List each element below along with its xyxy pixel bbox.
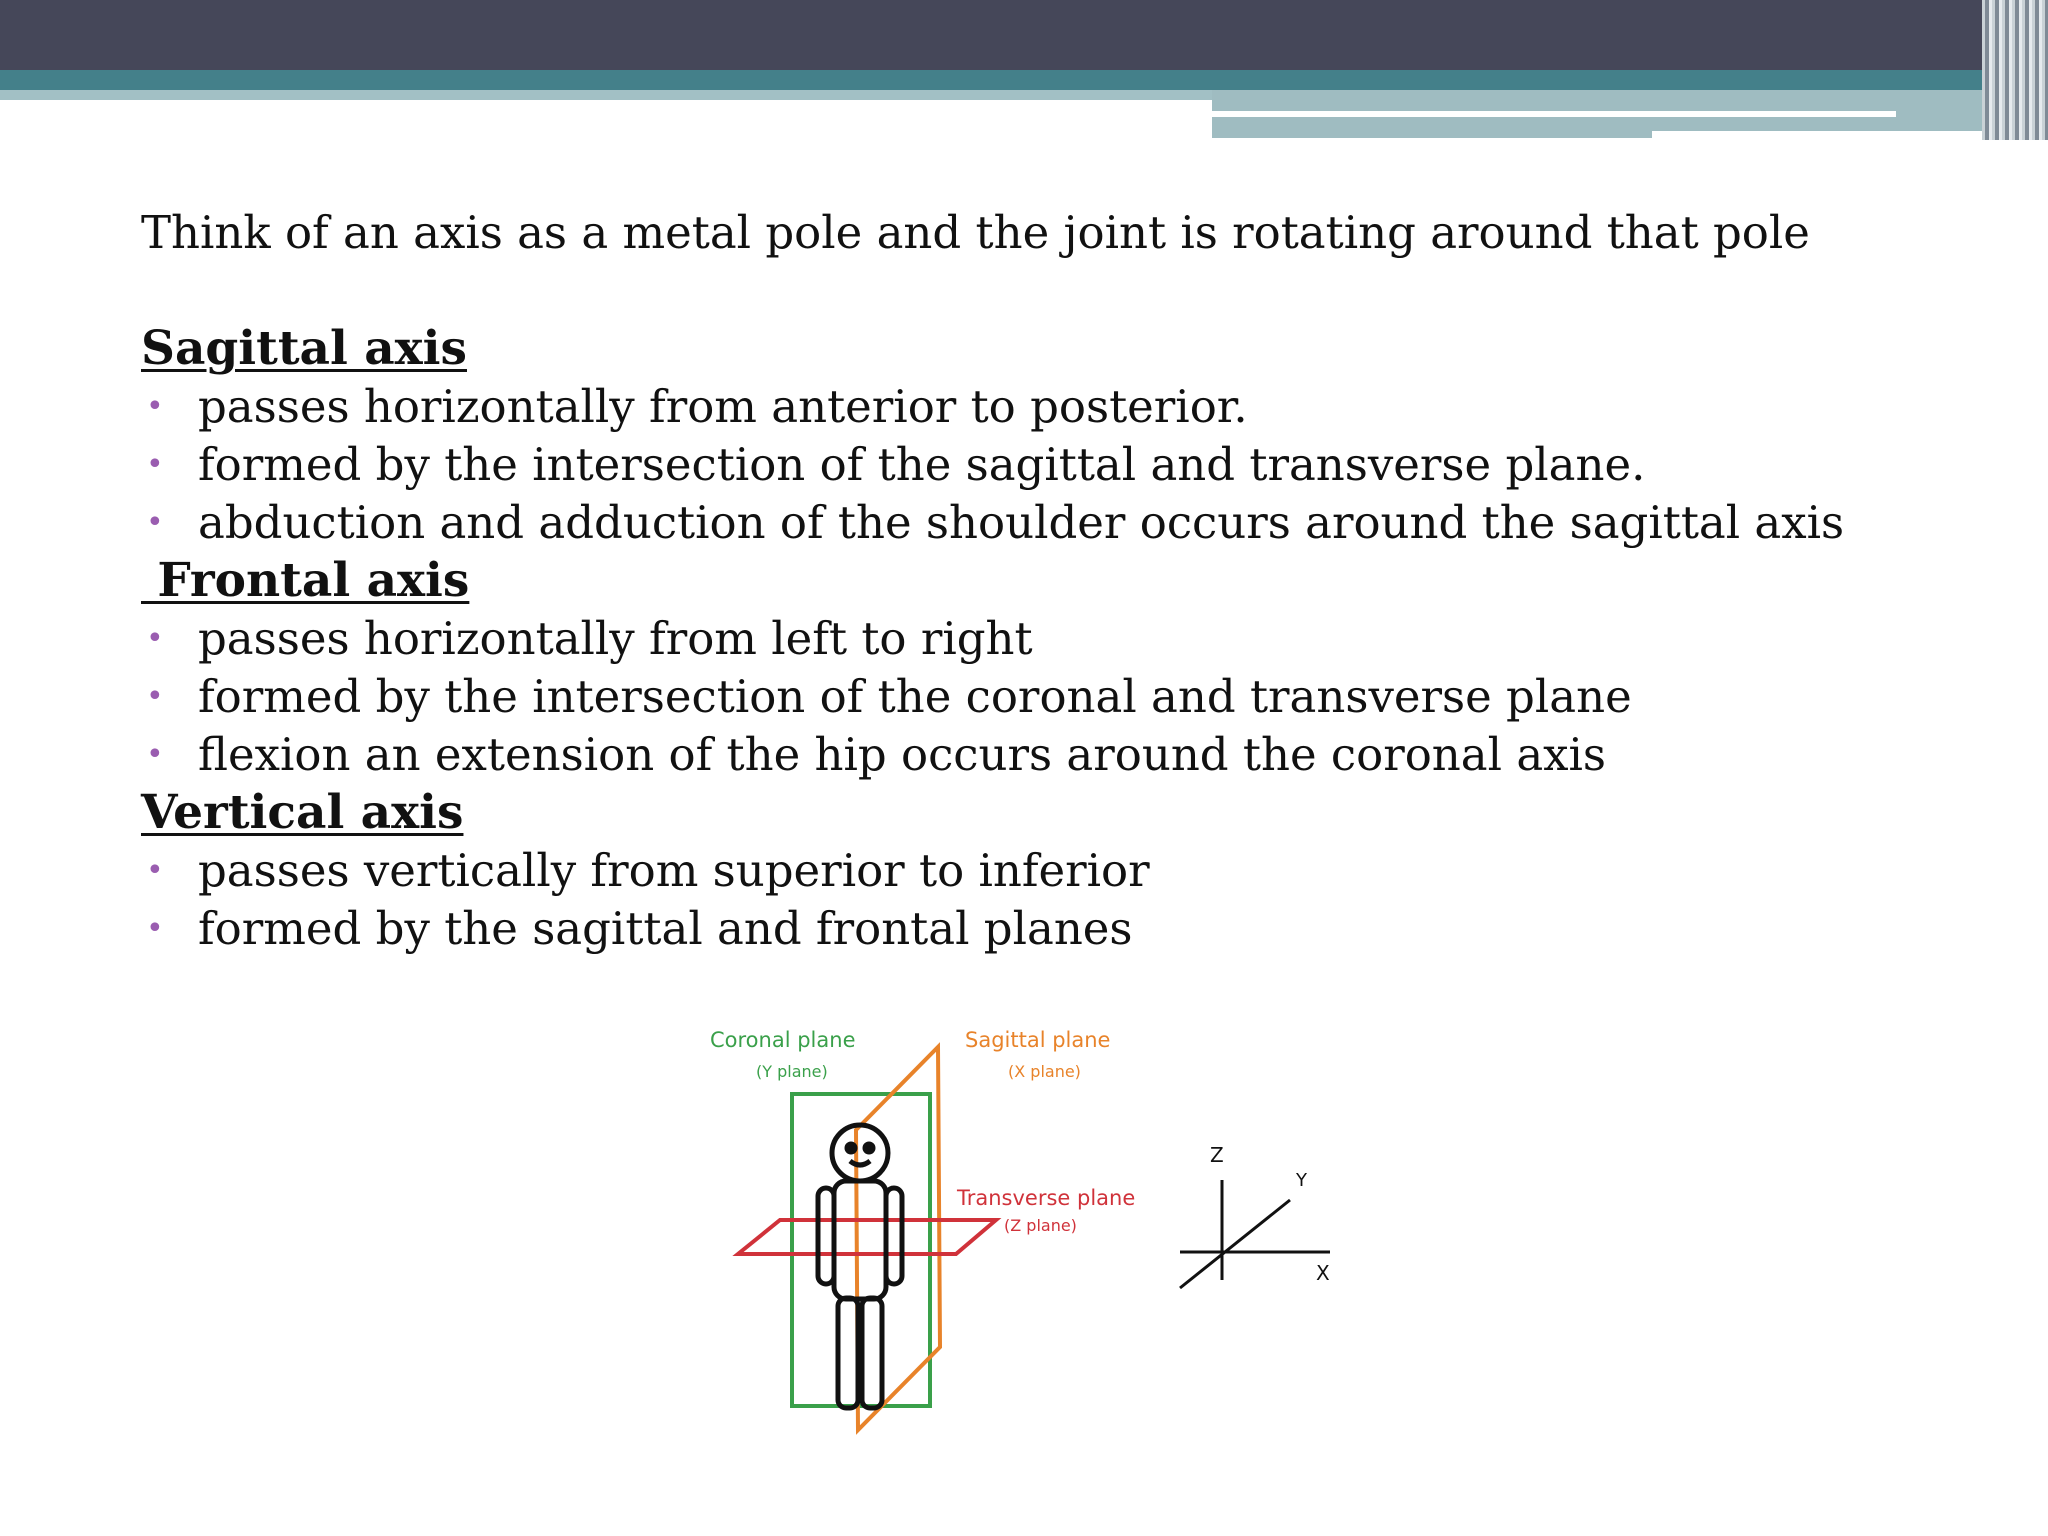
header-stripes [1982,0,2048,140]
sagittal-plane-shape [856,1047,940,1430]
transverse-plane-shape [738,1222,996,1252]
list-item: • passes horizontally from anterior to posterior. [141,378,1941,436]
sagittal-axis-list [141,378,1941,552]
frontal-axis-list [141,610,1941,784]
transverse-plane-sublabel: (Z plane) [1004,1216,1077,1235]
axis-z-label: Z [1210,1143,1224,1167]
bullet-icon: • [146,737,164,772]
sagittal-plane-label: Sagittal plane [965,1028,1111,1052]
transverse-plane-label: Transverse plane [957,1186,1136,1210]
axes-icon [1180,1180,1330,1288]
bullet-icon: • [146,505,164,540]
list-item: • formed by the intersection of the coronal and transverse plane [141,668,1941,726]
bullet-icon: • [146,447,164,482]
human-figure [818,1125,902,1408]
slide-body [141,204,1941,958]
list-item: • formed by the sagittal and frontal planes [141,900,1941,958]
coronal-plane-label: Coronal plane [710,1028,856,1052]
frontal-axis-heading: Frontal axis [141,553,470,608]
coronal-plane-sublabel: (Y plane) [756,1062,828,1081]
list-item: • flexion an extension of the hip occurs around the coronal axis [141,726,1941,784]
vertical-axis-heading: Vertical axis [141,785,464,840]
bullet-icon: • [146,389,164,424]
header-white-block [1652,131,2012,139]
header-band-dark [0,0,2048,70]
axis-x-label: X [1316,1261,1330,1285]
bullet-icon: • [146,853,164,888]
list-item: • passes horizontally from left to right [141,610,1941,668]
header-band-teal [0,70,2048,90]
bullet-icon: • [146,679,164,714]
header-band-light [0,90,1212,100]
transverse-plane-outline [738,1220,996,1254]
vertical-axis-list [141,842,1941,958]
list-item: • formed by the intersection of the sagittal and transverse plane. [141,436,1941,494]
list-item: • abduction and adduction of the shoulder occurs around the sagittal axis [141,494,1941,552]
axis-y-label: Y [1296,1170,1307,1191]
sagittal-axis-heading: Sagittal axis [141,321,467,376]
planes-diagram [700,1020,1360,1440]
bullet-icon: • [146,911,164,946]
sagittal-plane-sublabel: (X plane) [1008,1062,1081,1081]
intro-text: Think of an axis as a metal pole and the joint is rotating around that pole [141,206,1810,259]
list-item: • passes vertically from superior to inferior [141,842,1941,900]
bullet-icon: • [146,621,164,656]
header-white-line [1212,111,1896,117]
